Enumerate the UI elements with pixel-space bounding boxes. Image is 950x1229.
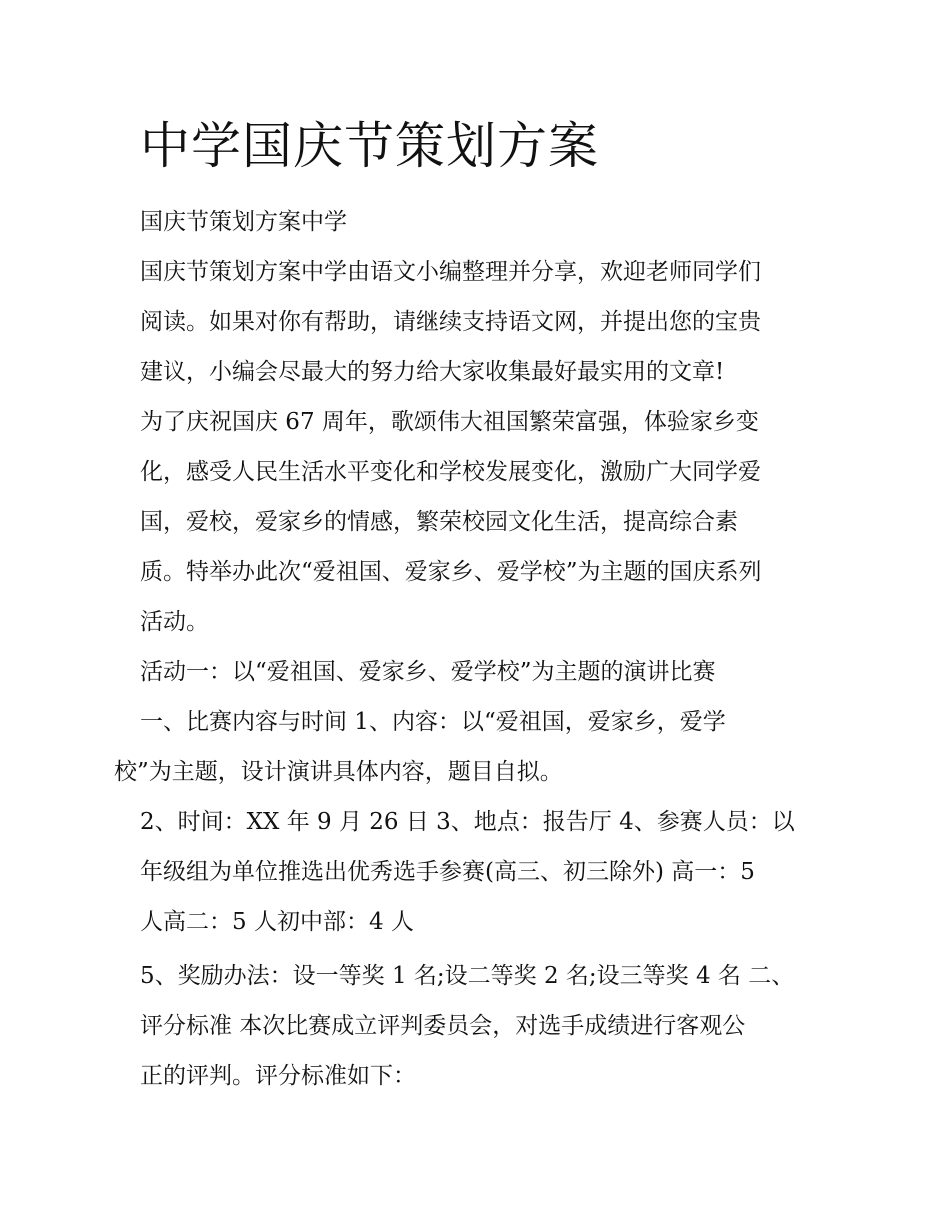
paragraph-line: 一、比赛内容与时间 1、内容：以“爱祖国，爱家乡，爱学	[140, 709, 726, 735]
paragraph-line: 阅读。如果对你有帮助，请继续支持语文网，并提出您的宝贵	[140, 309, 761, 335]
paragraph-line: 年级组为单位推选出优秀选手参赛(高三、初三除外) 高一：5	[140, 859, 755, 885]
paragraph-line: 为了庆祝国庆 67 周年，歌颂伟大祖国繁荣富强，体验家乡变	[140, 409, 759, 435]
paragraph-line: 国庆节策划方案中学由语文小编整理并分享，欢迎老师同学们	[140, 259, 761, 285]
paragraph-line: 正的评判。评分标准如下：	[140, 1063, 416, 1089]
paragraph-line: 5、奖励办法：设一等奖 1 名;设二等奖 2 名;设三等奖 4 名 二、	[140, 963, 795, 989]
paragraph-line: 化，感受人民生活水平变化和学校发展变化，激励广大同学爱	[140, 459, 761, 485]
paragraph-line: 国，爱校，爱家乡的情感，繁荣校园文化生活，提高综合素	[140, 509, 738, 535]
paragraph-line: 评分标准 本次比赛成立评判委员会，对选手成绩进行客观公	[140, 1013, 746, 1039]
paragraph-line: 建议，小编会尽最大的努力给大家收集最好最实用的文章!	[140, 359, 725, 385]
section-heading: 活动一：以“爱祖国、爱家乡、爱学校”为主题的演讲比赛	[140, 659, 716, 685]
paragraph-line: 活动。	[140, 609, 209, 635]
subtitle-line: 国庆节策划方案中学	[140, 209, 347, 235]
paragraph-line: 校”为主题，设计演讲具体内容，题目自拟。	[114, 759, 563, 785]
paragraph-line: 质。特举办此次“爱祖国、爱家乡、爱学校”为主题的国庆系列	[140, 559, 762, 585]
paragraph-line: 人高二：5 人初中部：4 人	[140, 909, 414, 935]
paragraph-line: 2、时间：XX 年 9 月 26 日 3、地点：报告厅 4、参赛人员：以	[140, 809, 795, 835]
document-title: 中学国庆节策划方案	[140, 117, 599, 175]
